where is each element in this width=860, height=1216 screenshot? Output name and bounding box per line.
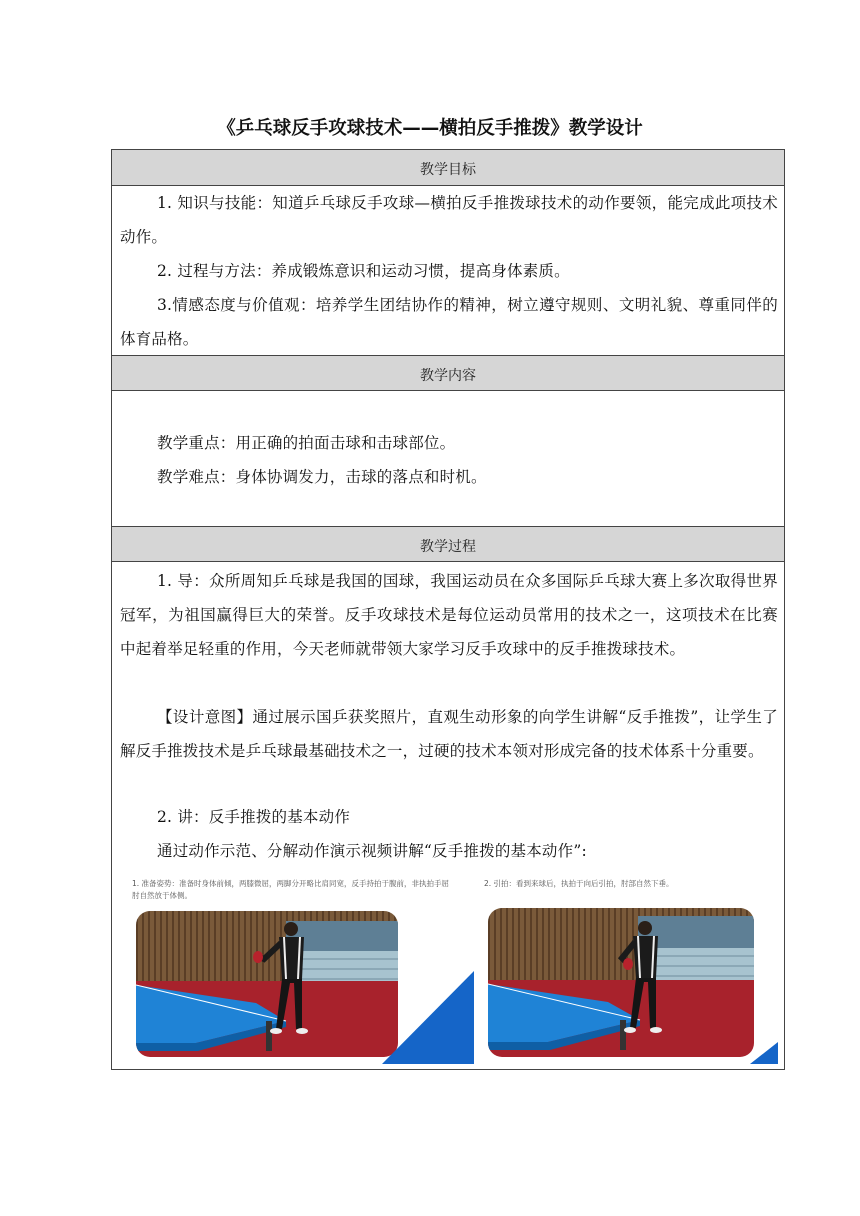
demo-image-1 xyxy=(122,874,474,1064)
design-intent: 【设计意图】通过展示国乒获奖照片，直观生动形象的向学生讲解“反手推拨”，让学生了解反手推拨技术是乒乓球最基础技术之一，过硬的技术本领对形成完备的技术体系十分重要。 xyxy=(120,708,778,760)
demo-image-1-caption: 1. 准备姿势：准备时身体前倾，两膝微屈，两脚分开略比肩同宽，反手持拍于腹前，非执拍手屈肘自然放于体侧。 xyxy=(132,879,450,900)
section-header-process xyxy=(112,526,784,562)
table-tennis-photo-2 xyxy=(488,908,754,1057)
objective-item-2: 2. 过程与方法：养成锻炼意识和运动习惯，提高身体素质。 xyxy=(157,262,570,280)
demo-image-2-caption: 2. 引拍：看到来球后，执拍于向后引拍，肘部自然下垂。 xyxy=(484,879,674,888)
section-header-objectives xyxy=(112,150,784,186)
section-header-objectives-label: 教学目标 xyxy=(420,162,476,178)
table-tennis-photo-1 xyxy=(136,911,398,1057)
decorative-corner-shape-2 xyxy=(750,1042,778,1064)
key-point: 教学重点：用正确的拍面击球和击球部位。 xyxy=(157,434,456,452)
player-ready-stance-illustration xyxy=(136,911,398,1057)
objective-item-3: 3.情感态度与价值观：培养学生团结协作的精神，树立遵守规则、文明礼貌、尊重同伴的体育品格。 xyxy=(120,296,778,348)
objective-item-1: 1. 知识与技能：知道乒乓球反手攻球—横拍反手推拨球技术的动作要领，能完成此项技术动作。 xyxy=(120,194,778,246)
process-step-2: 2. 讲：反手推拨的基本动作 xyxy=(157,808,351,826)
demo-image-2 xyxy=(474,874,778,1064)
section-header-process-label: 教学过程 xyxy=(420,539,476,555)
decorative-corner-shape xyxy=(382,971,474,1064)
difficult-point: 教学难点：身体协调发力，击球的落点和时机。 xyxy=(157,468,487,486)
player-backswing-illustration xyxy=(488,908,754,1057)
process-intro: 1. 导：众所周知乒乓球是我国的国球，我国运动员在众多国际乒乓球大赛上多次取得世界冠军，为祖国赢得巨大的荣誉。反手攻球技术是每位运动员常用的技术之一，这项技术在比赛中起着举足轻重的作用，今天老师就带领大家学习反手攻球中的反手推拨球技术。 xyxy=(120,572,778,658)
lesson-plan-table xyxy=(111,149,785,1070)
section-header-content-label: 教学内容 xyxy=(420,368,476,384)
demo-description: 通过动作示范、分解动作演示视频讲解“反手推拨的基本动作”: xyxy=(157,842,587,860)
section-header-content xyxy=(112,355,784,391)
document-title: 《乒乓球反手攻球技术——横拍反手推拨》教学设计 xyxy=(217,118,643,139)
